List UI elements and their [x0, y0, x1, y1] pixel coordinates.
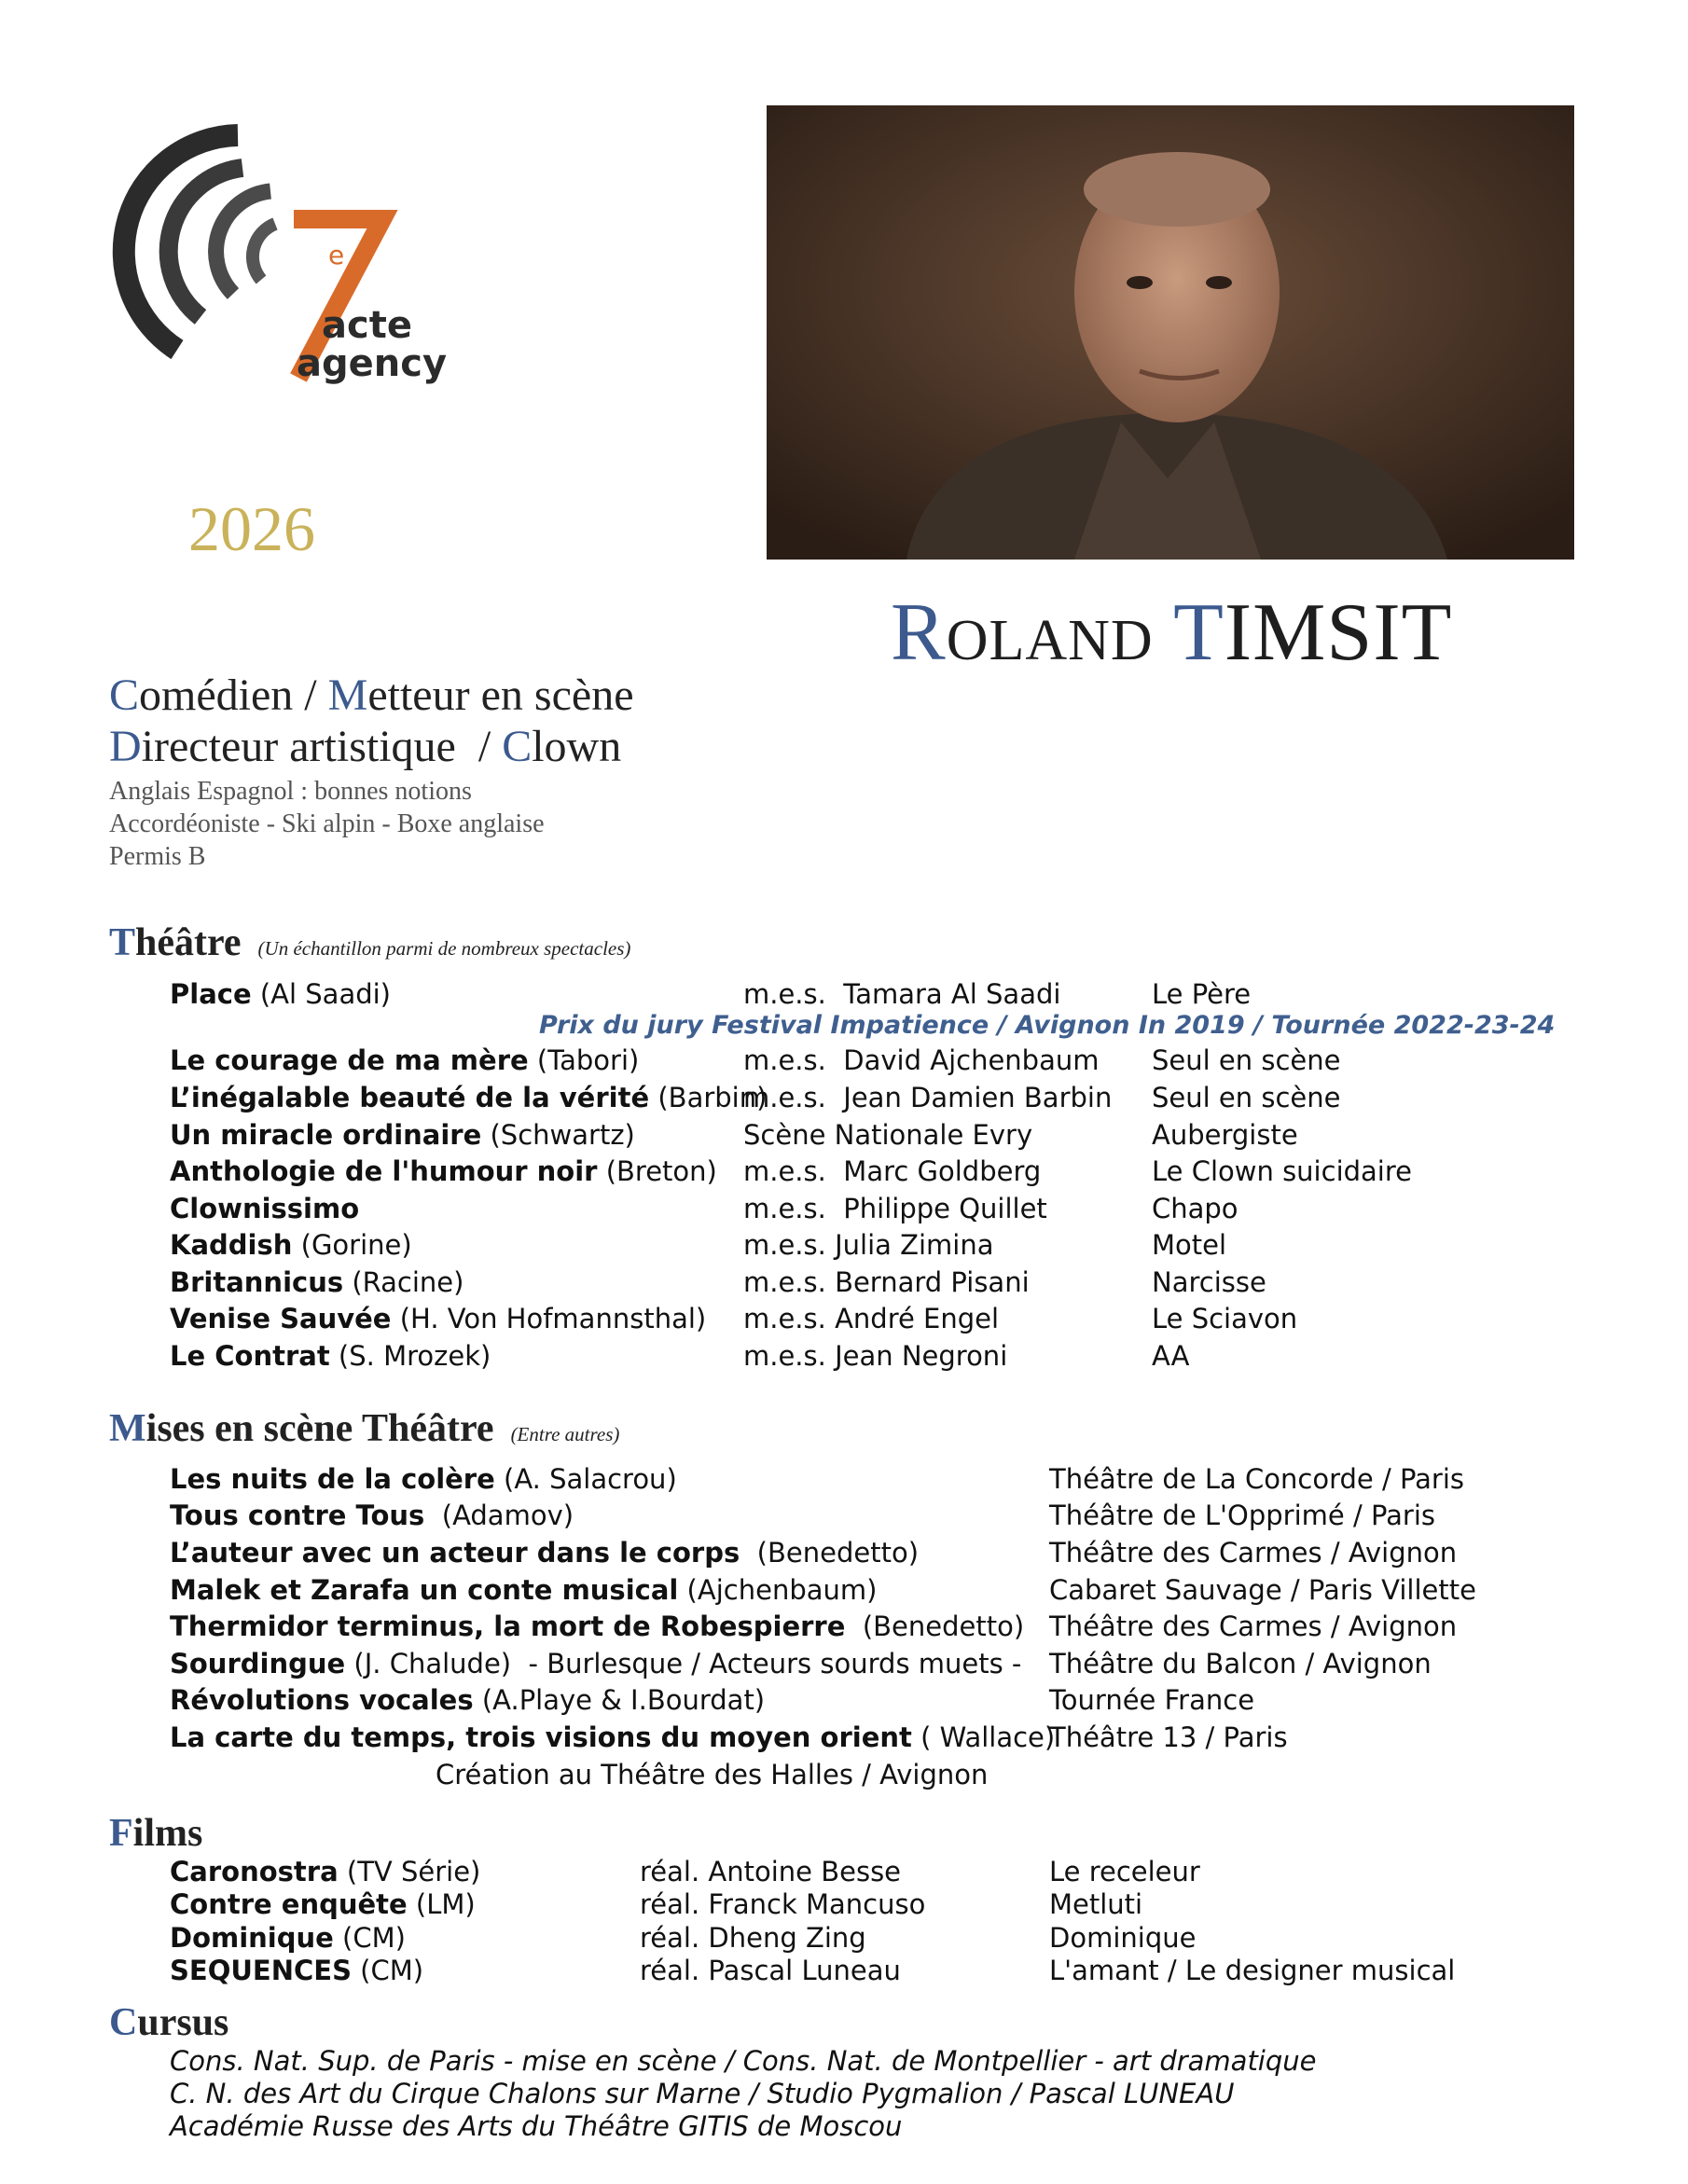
film-row-2-role-detail: Dominique: [1049, 1922, 1197, 1954]
section-cursus-title: [109, 2000, 228, 2045]
film-row-2-director: [640, 1922, 866, 1954]
theatre-row-3-director: [743, 1119, 1032, 1151]
mises-row-6: [170, 1684, 765, 1716]
cursus-line-3: Académie Russe des Arts du Théâtre GITIS de Moscou: [170, 2110, 903, 2142]
mises-row-5-title: Sourdingue: [170, 1648, 346, 1679]
theatre-row-6: [170, 1229, 412, 1261]
mises-row-2-title: L’auteur avec un acteur dans le corps: [170, 1537, 740, 1569]
theatre-row-4-director-detail: m.e.s. Marc Goldberg: [743, 1155, 1042, 1187]
mises-row-1-title: Tous contre Tous: [170, 1500, 425, 1531]
mises-row-6-venue: [1049, 1684, 1254, 1716]
theatre-row-1: [170, 1044, 639, 1076]
logo-word-acte: acte: [322, 304, 412, 347]
section-films-title: [109, 1811, 202, 1856]
theatre-row-9-role: [1152, 1340, 1189, 1372]
film-row-1-director-detail: réal. Franck Mancuso: [640, 1888, 926, 1920]
theatre-row-3: [170, 1119, 635, 1151]
theatre-row-8-director-detail: m.e.s. André Engel: [743, 1303, 1000, 1334]
mises-row-7-detail: ( Wallace): [911, 1721, 1056, 1753]
role-line-2: [109, 721, 621, 772]
theatre-row-3-detail: (Schwartz): [481, 1119, 635, 1151]
film-row-3-title: SEQUENCES: [170, 1955, 352, 1986]
mises-row-2: [170, 1537, 919, 1569]
theatre-row-6-title: Kaddish: [170, 1229, 293, 1261]
logo-arcs-icon: [112, 117, 466, 396]
mises-row-7-title: La carte du temps, trois visions du moyen orient: [170, 1721, 912, 1753]
theatre-row-9-director: [743, 1340, 1007, 1372]
mises-row-3-venue: [1049, 1574, 1476, 1606]
film-row-1-role: [1049, 1888, 1142, 1920]
theatre-row-9-title: Le Contrat: [170, 1340, 330, 1372]
mises-row-3-venue-detail: Cabaret Sauvage / Paris Villette: [1049, 1574, 1476, 1606]
role-a-rest: irecteur artistique: [141, 722, 456, 771]
cursus-line-2: C. N. des Art du Cirque Chalons sur Marne / Studio Pygmalion / Pascal LUNEAU: [170, 2078, 1235, 2109]
theatre-row-1-director-detail: m.e.s. David Ajchenbaum: [743, 1044, 1100, 1076]
theatre-row-1-director: [743, 1044, 1100, 1076]
title-rest: héâtre: [135, 921, 242, 964]
portrait-photo: [767, 105, 1574, 560]
theatre-row-3-role-detail: Aubergiste: [1152, 1119, 1298, 1151]
film-row-3-director: [640, 1955, 901, 1986]
theatre-row-6-director-detail: m.e.s. Julia Zimina: [743, 1229, 994, 1261]
theatre-row-9: [170, 1340, 491, 1372]
film-row-1-title: Contre enquête: [170, 1888, 408, 1920]
theatre-row-6-detail: (Gorine): [292, 1229, 412, 1261]
logo-word-agency: agency: [297, 342, 448, 385]
film-row-1-director: [640, 1888, 925, 1920]
theatre-row-1-role: [1152, 1044, 1340, 1076]
mises-row-0-title: Les nuits de la colère: [170, 1463, 495, 1495]
prize-note: Prix du jury Festival Impatience / Avignon In 2019 / Tournée 2022-23-24: [539, 1011, 1556, 1040]
logo-superscript: e: [328, 240, 345, 270]
mises-row-0-venue-detail: Théâtre de La Concorde / Paris: [1049, 1463, 1465, 1495]
film-row-3-director-detail: réal. Pascal Luneau: [640, 1955, 901, 1986]
film-row-2-title: Dominique: [170, 1922, 334, 1954]
theatre-row-8-director: [743, 1303, 999, 1334]
section-theatre-title: [109, 920, 630, 965]
theatre-row-0: [170, 978, 391, 1010]
role-separator: /: [293, 670, 328, 720]
theatre-row-6-director: [743, 1229, 994, 1261]
theatre-row-0-role: [1152, 978, 1251, 1010]
theatre-row-4-role-detail: Le Clown suicidaire: [1152, 1155, 1412, 1187]
theatre-row-9-director-detail: m.e.s. Jean Negroni: [743, 1340, 1008, 1372]
mises-row-6-title: Révolutions vocales: [170, 1684, 474, 1716]
theatre-row-4: [170, 1155, 717, 1187]
film-row-2-detail: (CM): [333, 1922, 406, 1954]
section-note: (Entre autres): [510, 1423, 620, 1445]
theatre-row-4-title: Anthologie de l'humour noir: [170, 1155, 598, 1187]
theatre-row-8-title: Venise Sauvée: [170, 1303, 392, 1334]
film-row-0-role: [1049, 1856, 1200, 1887]
theatre-row-2-role: [1152, 1082, 1340, 1113]
theatre-row-1-detail: (Tabori): [528, 1044, 640, 1076]
theatre-row-1-role-detail: Seul en scène: [1152, 1044, 1341, 1076]
title-initial: M: [109, 1407, 146, 1450]
mises-row-3-detail: (Ajchenbaum): [678, 1574, 878, 1606]
mises-row-1-venue: [1049, 1500, 1435, 1531]
theatre-row-7: [170, 1266, 464, 1298]
film-row-2-role: [1049, 1922, 1196, 1954]
mises-row-6-detail: (A.Playe & I.Bourdat): [473, 1684, 766, 1716]
name-last-rest: IMSIT: [1224, 587, 1453, 678]
role-line-1: [109, 670, 634, 721]
film-row-1-role-detail: Metluti: [1049, 1888, 1143, 1920]
theatre-row-2-detail: (Barbin): [649, 1082, 768, 1113]
theatre-row-6-role-detail: Motel: [1152, 1229, 1227, 1261]
theatre-row-3-role: [1152, 1119, 1298, 1151]
mises-row-3: [170, 1574, 877, 1606]
theatre-row-5: [170, 1193, 359, 1224]
mises-row-1: [170, 1500, 574, 1531]
role-a-initial: C: [109, 670, 140, 720]
role-a-initial: D: [109, 722, 142, 771]
name-first-rest: OLAND: [946, 609, 1154, 672]
theatre-row-5-title: Clownissimo: [170, 1193, 360, 1224]
mises-row-4-detail: (Benedetto): [845, 1610, 1025, 1642]
role-b-rest: lown: [532, 722, 622, 771]
theatre-row-2-director-detail: m.e.s. Jean Damien Barbin: [743, 1082, 1113, 1113]
theatre-row-7-title: Britannicus: [170, 1266, 344, 1298]
detail-license: Permis B: [109, 842, 206, 871]
mises-row-7: [170, 1721, 1055, 1753]
film-row-0-title: Caronostra: [170, 1856, 339, 1887]
film-row-2: [170, 1922, 406, 1954]
actor-name: [891, 586, 1452, 680]
theatre-row-8-detail: (H. Von Hofmannsthal): [391, 1303, 707, 1334]
theatre-row-7-role: [1152, 1266, 1266, 1298]
mises-row-6-venue-detail: Tournée France: [1049, 1684, 1255, 1716]
mises-row-1-detail: (Adamov): [424, 1500, 574, 1531]
mises-row-4: [170, 1610, 1024, 1642]
role-b-initial: M: [327, 670, 368, 720]
theatre-row-2-director: [743, 1082, 1112, 1113]
theatre-row-0-director: [743, 978, 1060, 1010]
theatre-row-5-director: [743, 1193, 1047, 1224]
mises-row-5-venue-detail: Théâtre du Balcon / Avignon: [1049, 1648, 1432, 1679]
mises-extra-line: Création au Théâtre des Halles / Avignon: [436, 1759, 989, 1790]
role-separator: /: [455, 722, 503, 771]
film-row-0-director: [640, 1856, 901, 1887]
detail-languages: Anglais Espagnol : bonnes notions: [109, 777, 472, 806]
title-initial: T: [109, 921, 136, 964]
mises-row-0-venue: [1049, 1463, 1464, 1495]
mises-row-4-venue-detail: Théâtre des Carmes / Avignon: [1049, 1610, 1458, 1642]
film-row-3-detail: (CM): [351, 1955, 424, 1986]
name-last-initial: T: [1173, 587, 1224, 678]
role-b-rest: etteur en scène: [367, 670, 634, 720]
film-row-3-role-detail: L'amant / Le designer musical: [1049, 1955, 1456, 1986]
role-a-rest: omédien: [139, 670, 294, 720]
section-mises-title: [109, 1406, 619, 1451]
theatre-row-0-role-detail: Le Père: [1152, 978, 1252, 1010]
theatre-row-8: [170, 1303, 706, 1334]
film-row-1-detail: (LM): [407, 1888, 476, 1920]
title-rest: ilms: [132, 1812, 203, 1855]
theatre-row-4-detail: (Breton): [597, 1155, 717, 1187]
mises-row-5-venue: [1049, 1648, 1432, 1679]
film-row-1: [170, 1888, 476, 1920]
theatre-row-9-detail: (S. Mrozek): [329, 1340, 491, 1372]
title-initial: C: [109, 2001, 138, 2044]
film-row-2-director-detail: réal. Dheng Zing: [640, 1922, 866, 1954]
mises-row-4-venue: [1049, 1610, 1457, 1642]
theatre-row-5-role: [1152, 1193, 1238, 1224]
title-initial: F: [109, 1812, 133, 1855]
theatre-row-5-role-detail: Chapo: [1152, 1193, 1238, 1224]
film-row-0-director-detail: réal. Antoine Besse: [640, 1856, 902, 1887]
theatre-row-2-title: L’inégalable beauté de la vérité: [170, 1082, 650, 1113]
mises-row-7-venue-detail: Théâtre 13 / Paris: [1049, 1721, 1288, 1753]
section-note: (Un échantillon parmi de nombreux spectacles): [257, 937, 631, 960]
mises-row-1-venue-detail: Théâtre de L'Opprimé / Paris: [1049, 1500, 1435, 1531]
theatre-row-1-title: Le courage de ma mère: [170, 1044, 529, 1076]
title-rest: ursus: [137, 2001, 229, 2044]
mises-row-3-title: Malek et Zarafa un conte musical: [170, 1574, 679, 1606]
theatre-row-4-director: [743, 1155, 1041, 1187]
mises-row-2-venue-detail: Théâtre des Carmes / Avignon: [1049, 1537, 1458, 1569]
detail-skills: Accordéoniste - Ski alpin - Boxe anglaise: [109, 809, 545, 838]
theatre-row-2: [170, 1082, 767, 1113]
theatre-row-7-director: [743, 1266, 1030, 1298]
film-row-3: [170, 1955, 423, 1986]
theatre-row-3-title: Un miracle ordinaire: [170, 1119, 482, 1151]
theatre-row-7-detail: (Racine): [343, 1266, 464, 1298]
mises-row-5-detail: (J. Chalude) - Burlesque / Acteurs sourds muets -: [345, 1648, 1022, 1679]
theatre-row-0-title: Place: [170, 978, 252, 1010]
name-first-initial: R: [891, 587, 947, 678]
theatre-row-2-role-detail: Seul en scène: [1152, 1082, 1341, 1113]
theatre-row-3-director-detail: Scène Nationale Evry: [743, 1119, 1033, 1151]
theatre-row-8-role: [1152, 1303, 1297, 1334]
role-b-initial: C: [502, 722, 533, 771]
theatre-row-7-role-detail: Narcisse: [1152, 1266, 1266, 1298]
film-row-3-role: [1049, 1955, 1455, 1986]
mises-row-2-venue: [1049, 1537, 1457, 1569]
mises-row-2-detail: (Benedetto): [740, 1537, 920, 1569]
theatre-row-0-detail: (Al Saadi): [251, 978, 392, 1010]
theatre-row-8-role-detail: Le Sciavon: [1152, 1303, 1298, 1334]
title-rest: ises en scène Théâtre: [145, 1407, 494, 1450]
mises-row-0: [170, 1463, 677, 1495]
theatre-row-6-role: [1152, 1229, 1226, 1261]
theatre-row-0-director-detail: m.e.s. Tamara Al Saadi: [743, 978, 1061, 1010]
theatre-row-4-role: [1152, 1155, 1412, 1187]
theatre-row-7-director-detail: m.e.s. Bernard Pisani: [743, 1266, 1030, 1298]
year-label: 2026: [188, 493, 315, 564]
film-row-0-role-detail: Le receleur: [1049, 1856, 1200, 1887]
film-row-0: [170, 1856, 480, 1887]
theatre-row-9-role-detail: AA: [1152, 1340, 1190, 1372]
film-row-0-detail: (TV Série): [338, 1856, 481, 1887]
cursus-line-1: Cons. Nat. Sup. de Paris - mise en scène / Cons. Nat. de Montpellier - art dramatique: [170, 2045, 1317, 2077]
mises-row-7-venue: [1049, 1721, 1288, 1753]
mises-row-4-title: Thermidor terminus, la mort de Robespierre: [170, 1610, 846, 1642]
mises-row-0-detail: (A. Salacrou): [494, 1463, 677, 1495]
mises-row-5: [170, 1648, 1021, 1679]
agency-logo: [112, 117, 466, 396]
theatre-row-5-director-detail: m.e.s. Philippe Quillet: [743, 1193, 1047, 1224]
